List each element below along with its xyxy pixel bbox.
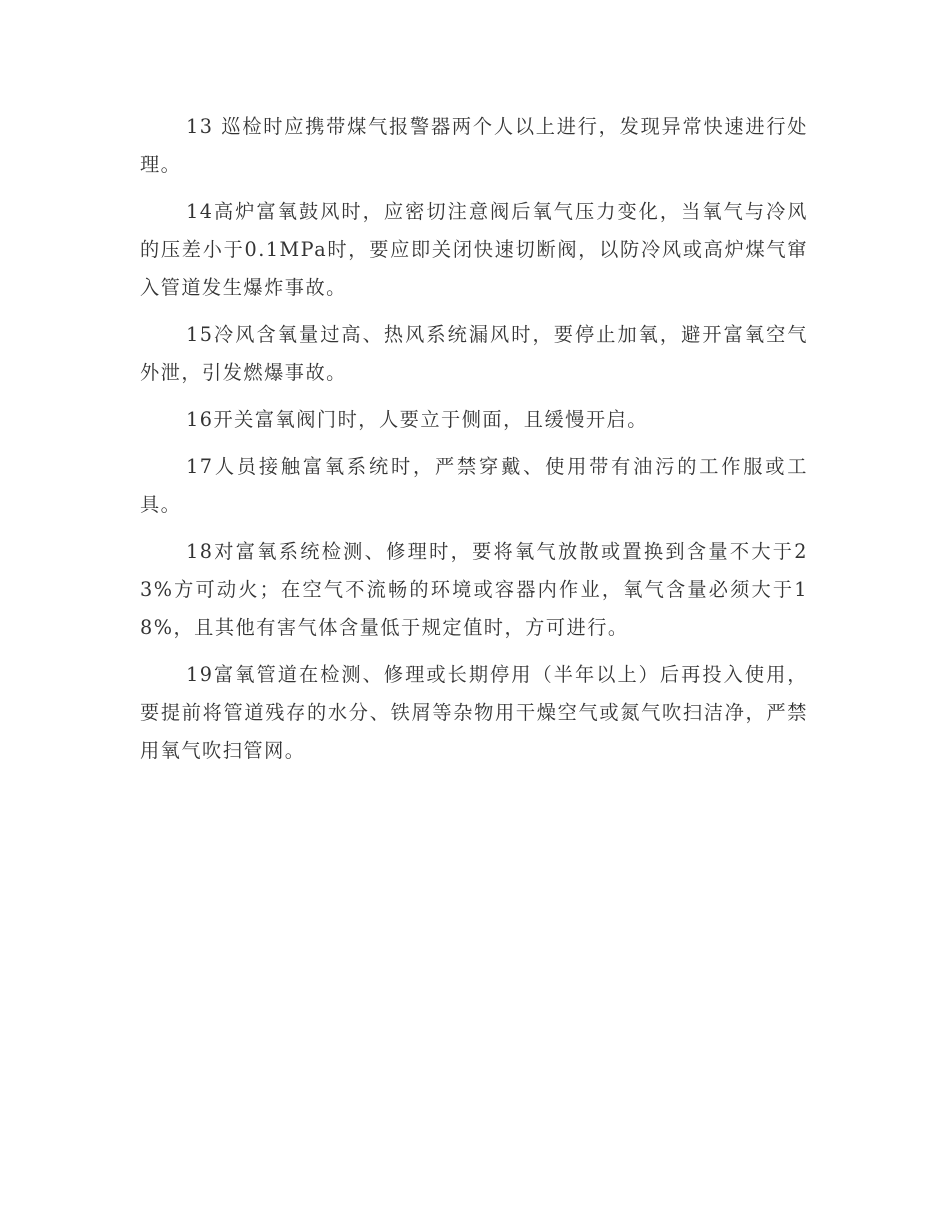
paragraph-13: 13 巡检时应携带煤气报警器两个人以上进行，发现异常快速进行处理。: [140, 115, 808, 176]
paragraph-14: 14高炉富氧鼓风时，应密切注意阀后氧气压力变化，当氧气与冷风的压差小于0.1MPa时，要应即关闭快速切断阀，以防冷风或高炉煤气窜入管道发生爆炸事故。: [140, 200, 808, 299]
paragraph-17: 17人员接触富氧系统时，严禁穿戴、使用带有油污的工作服或工具。: [140, 455, 808, 516]
paragraph-16: 16开关富氧阀门时，人要立于侧面，且缓慢开启。: [186, 408, 648, 431]
document-body: [140, 108, 808, 779]
paragraph-18: 18对富氧系统检测、修理时，要将氧气放散或置换到含量不大于23%方可动火；在空气不流畅的环境或容器内作业，氧气含量必须大于18%，且其他有害气体含量低于规定值时，方可进行。: [140, 540, 808, 639]
paragraph-19: 19富氧管道在检测、修理或长期停用（半年以上）后再投入使用，要提前将管道残存的水分、铁屑等杂物用干燥空气或氮气吹扫洁净，严禁用氧气吹扫管网。: [140, 663, 808, 762]
paragraph-15: 15冷风含氧量过高、热风系统漏风时，要停止加氧，避开富氧空气外泄，引发燃爆事故。: [140, 323, 808, 384]
